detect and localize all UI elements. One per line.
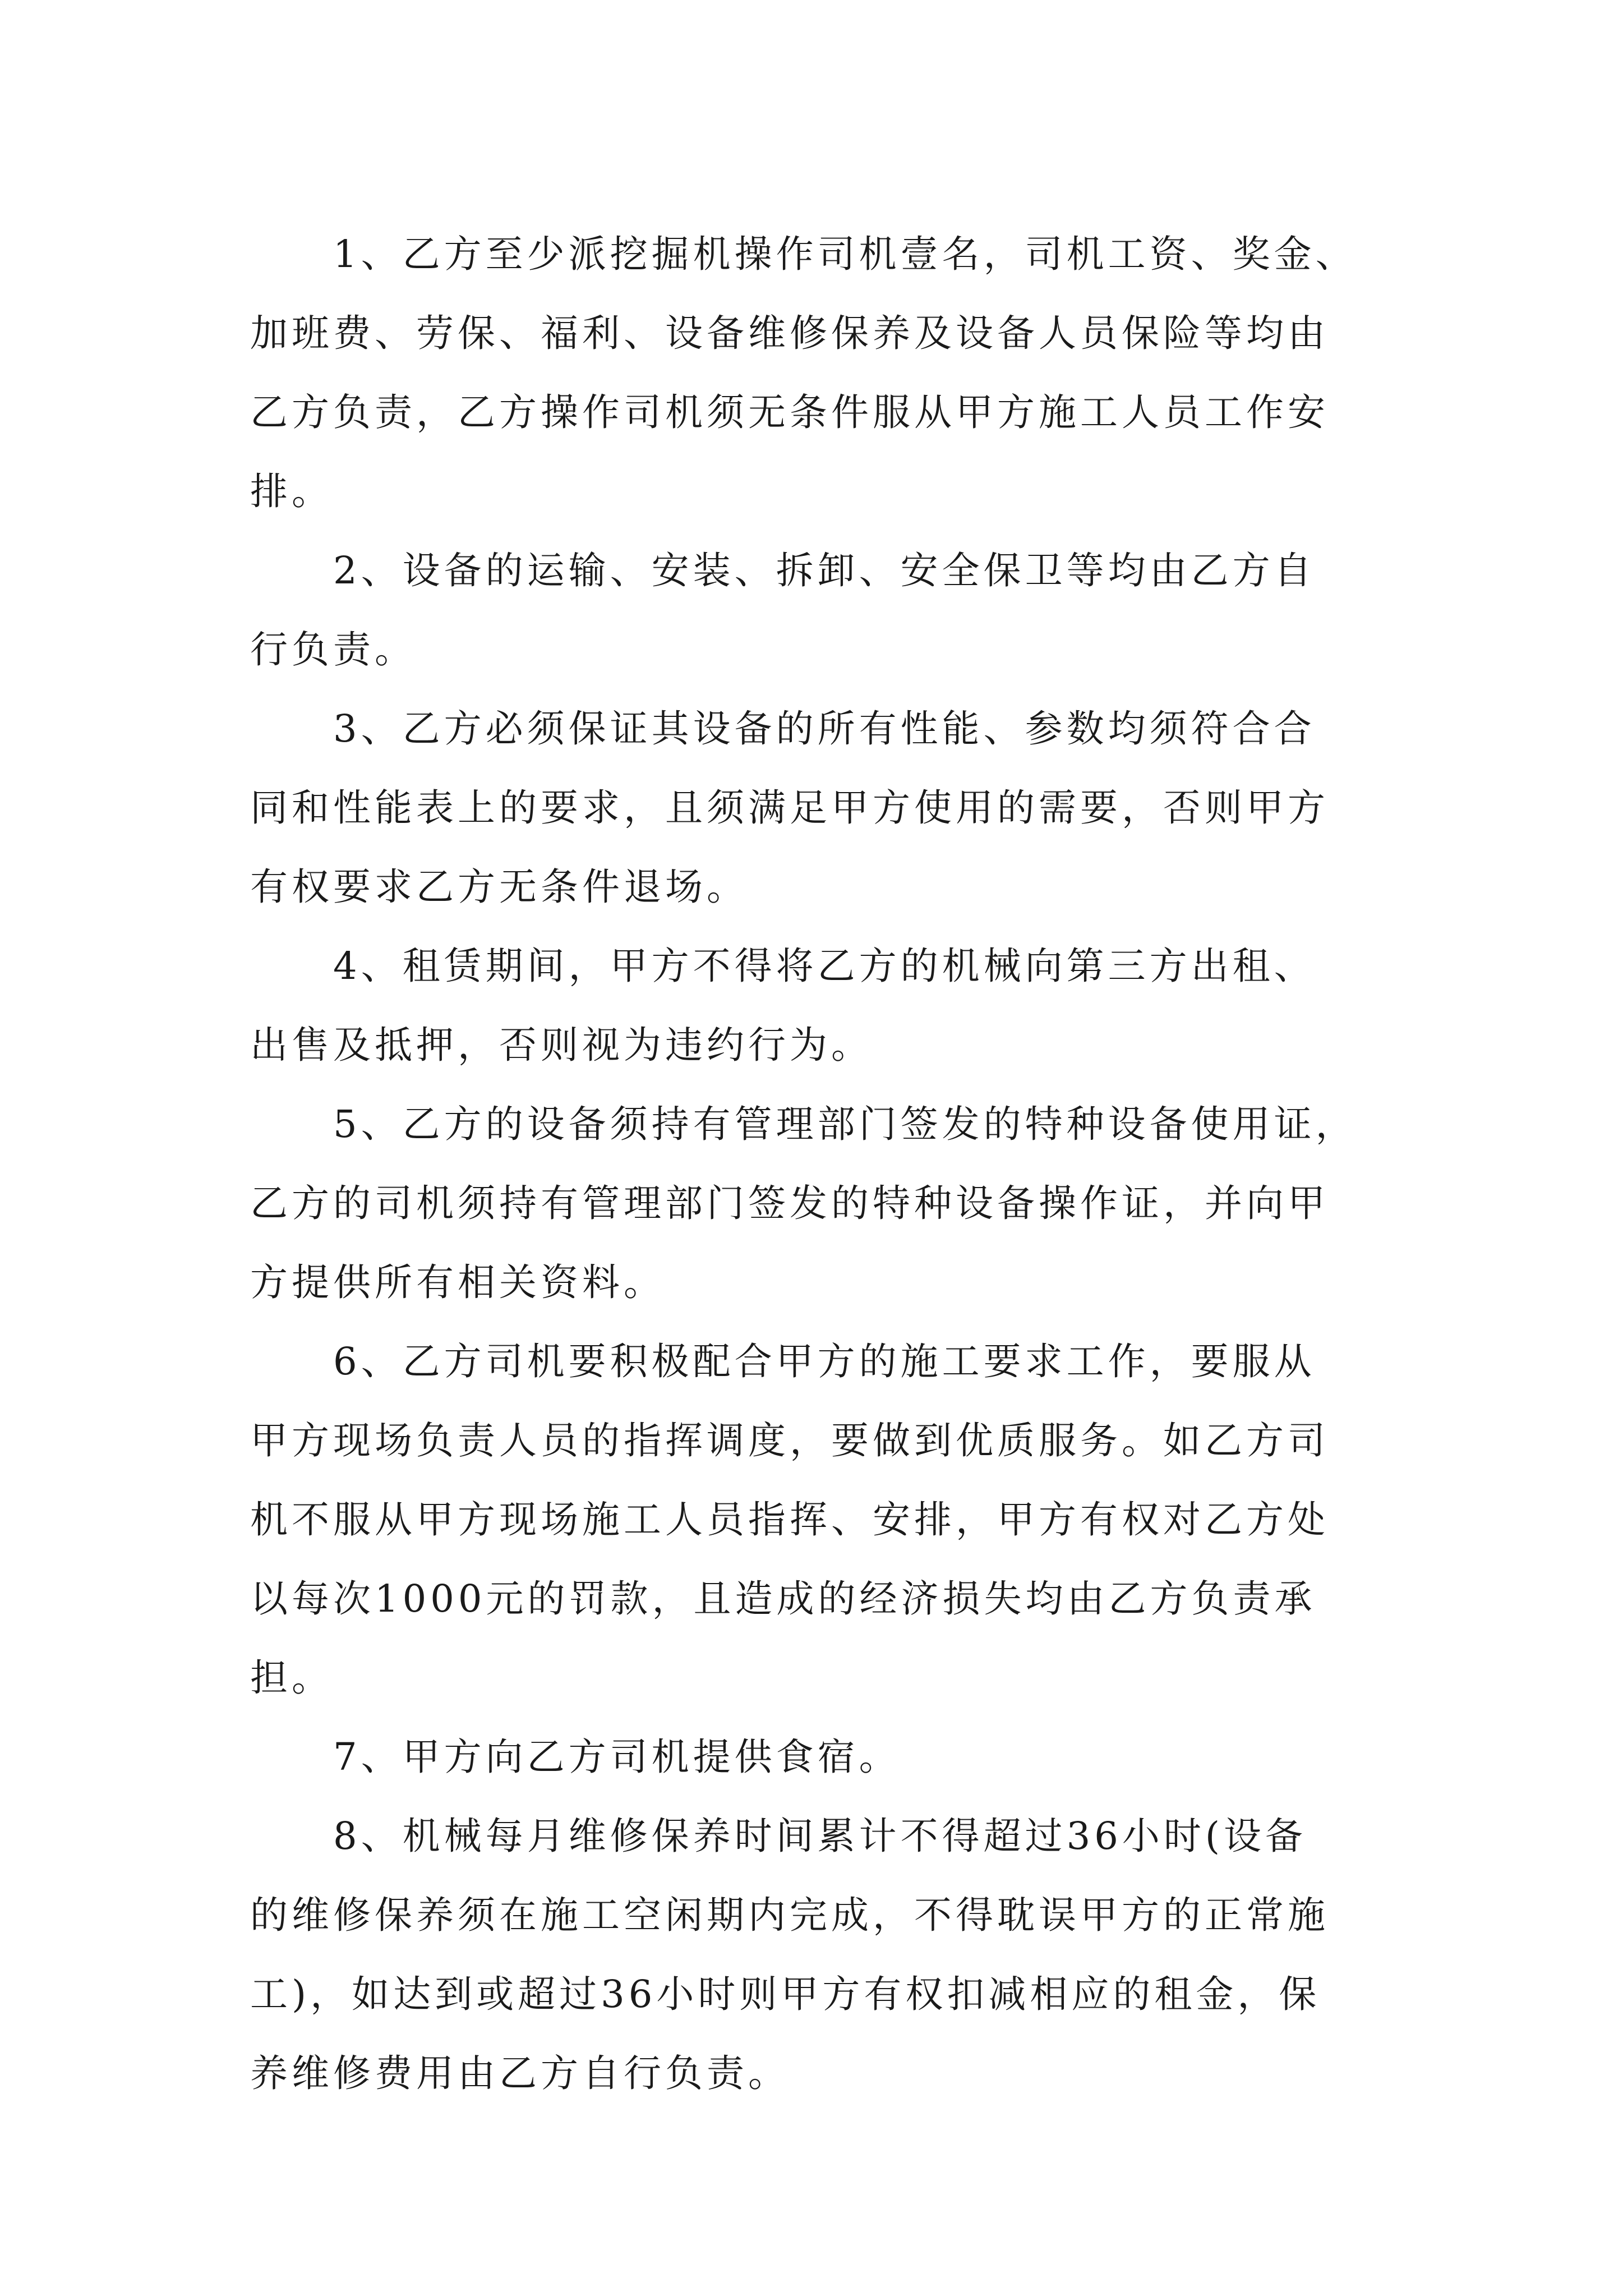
text-line: 2、设备的运输、安装、拆卸、安全保卫等均由乙方自 [333,549,1316,592]
clause-8 [250,1797,1372,2113]
text-line: 乙方的司机须持有管理部门签发的特种设备操作证，并向甲 [250,1181,1329,1225]
clause-2 [250,531,1372,689]
clause-1 [250,215,1372,531]
text-line: 甲方现场负责人员的指挥调度，要做到优质服务。如乙方司 [250,1419,1329,1462]
text-line: 机不服从甲方现场施工人员指挥、安排，甲方有权对乙方处 [250,1498,1329,1542]
text-line: 3、乙方必须保证其设备的所有性能、参数均须符合合 [333,707,1316,751]
text-line: 乙方负责，乙方操作司机须无条件服从甲方施工人员工作安 [250,390,1329,434]
text-line: 5、乙方的设备须持有管理部门签发的特种设备使用证， [333,1102,1357,1146]
clause-7 [250,1718,1372,1797]
text-line: 以每次1000元的罚款，且造成的经济损失均由乙方负责承 [250,1577,1316,1621]
clause-4 [250,927,1372,1085]
text-line: 担。 [250,1656,333,1700]
clause-6 [250,1322,1372,1718]
text-line: 工)，如达到或超过36小时则甲方有权扣减相应的租金，保 [250,1972,1321,2016]
text-line: 8、机械每月维修保养时间累计不得超过36小时(设备 [333,1814,1307,1858]
clause-3 [250,689,1372,927]
text-line: 加班费、劳保、福利、设备维修保养及设备人员保险等均由 [250,311,1329,355]
text-line: 排。 [250,470,333,513]
text-line: 的维修保养须在施工空闲期内完成，不得耽误甲方的正常施 [250,1893,1329,1937]
text-line: 1、乙方至少派挖掘机操作司机壹名，司机工资、奖金、 [333,232,1357,276]
text-line: 方提供所有相关资料。 [250,1260,665,1304]
clause-5 [250,1085,1372,1322]
text-line: 养维修费用由乙方自行负责。 [250,2051,790,2095]
text-line: 有权要求乙方无条件退场。 [250,865,748,909]
text-line: 同和性能表上的要求，且须满足甲方使用的需要，否则甲方 [250,786,1329,830]
text-line: 出售及抵押，否则视为违约行为。 [250,1023,873,1067]
text-line: 7、甲方向乙方司机提供食宿。 [333,1735,901,1779]
text-line: 4、租赁期间，甲方不得将乙方的机械向第三方出租、 [333,944,1316,988]
document-body [250,215,1372,2113]
text-line: 6、乙方司机要积极配合甲方的施工要求工作，要服从 [333,1340,1316,1383]
text-line: 行负责。 [250,628,416,671]
